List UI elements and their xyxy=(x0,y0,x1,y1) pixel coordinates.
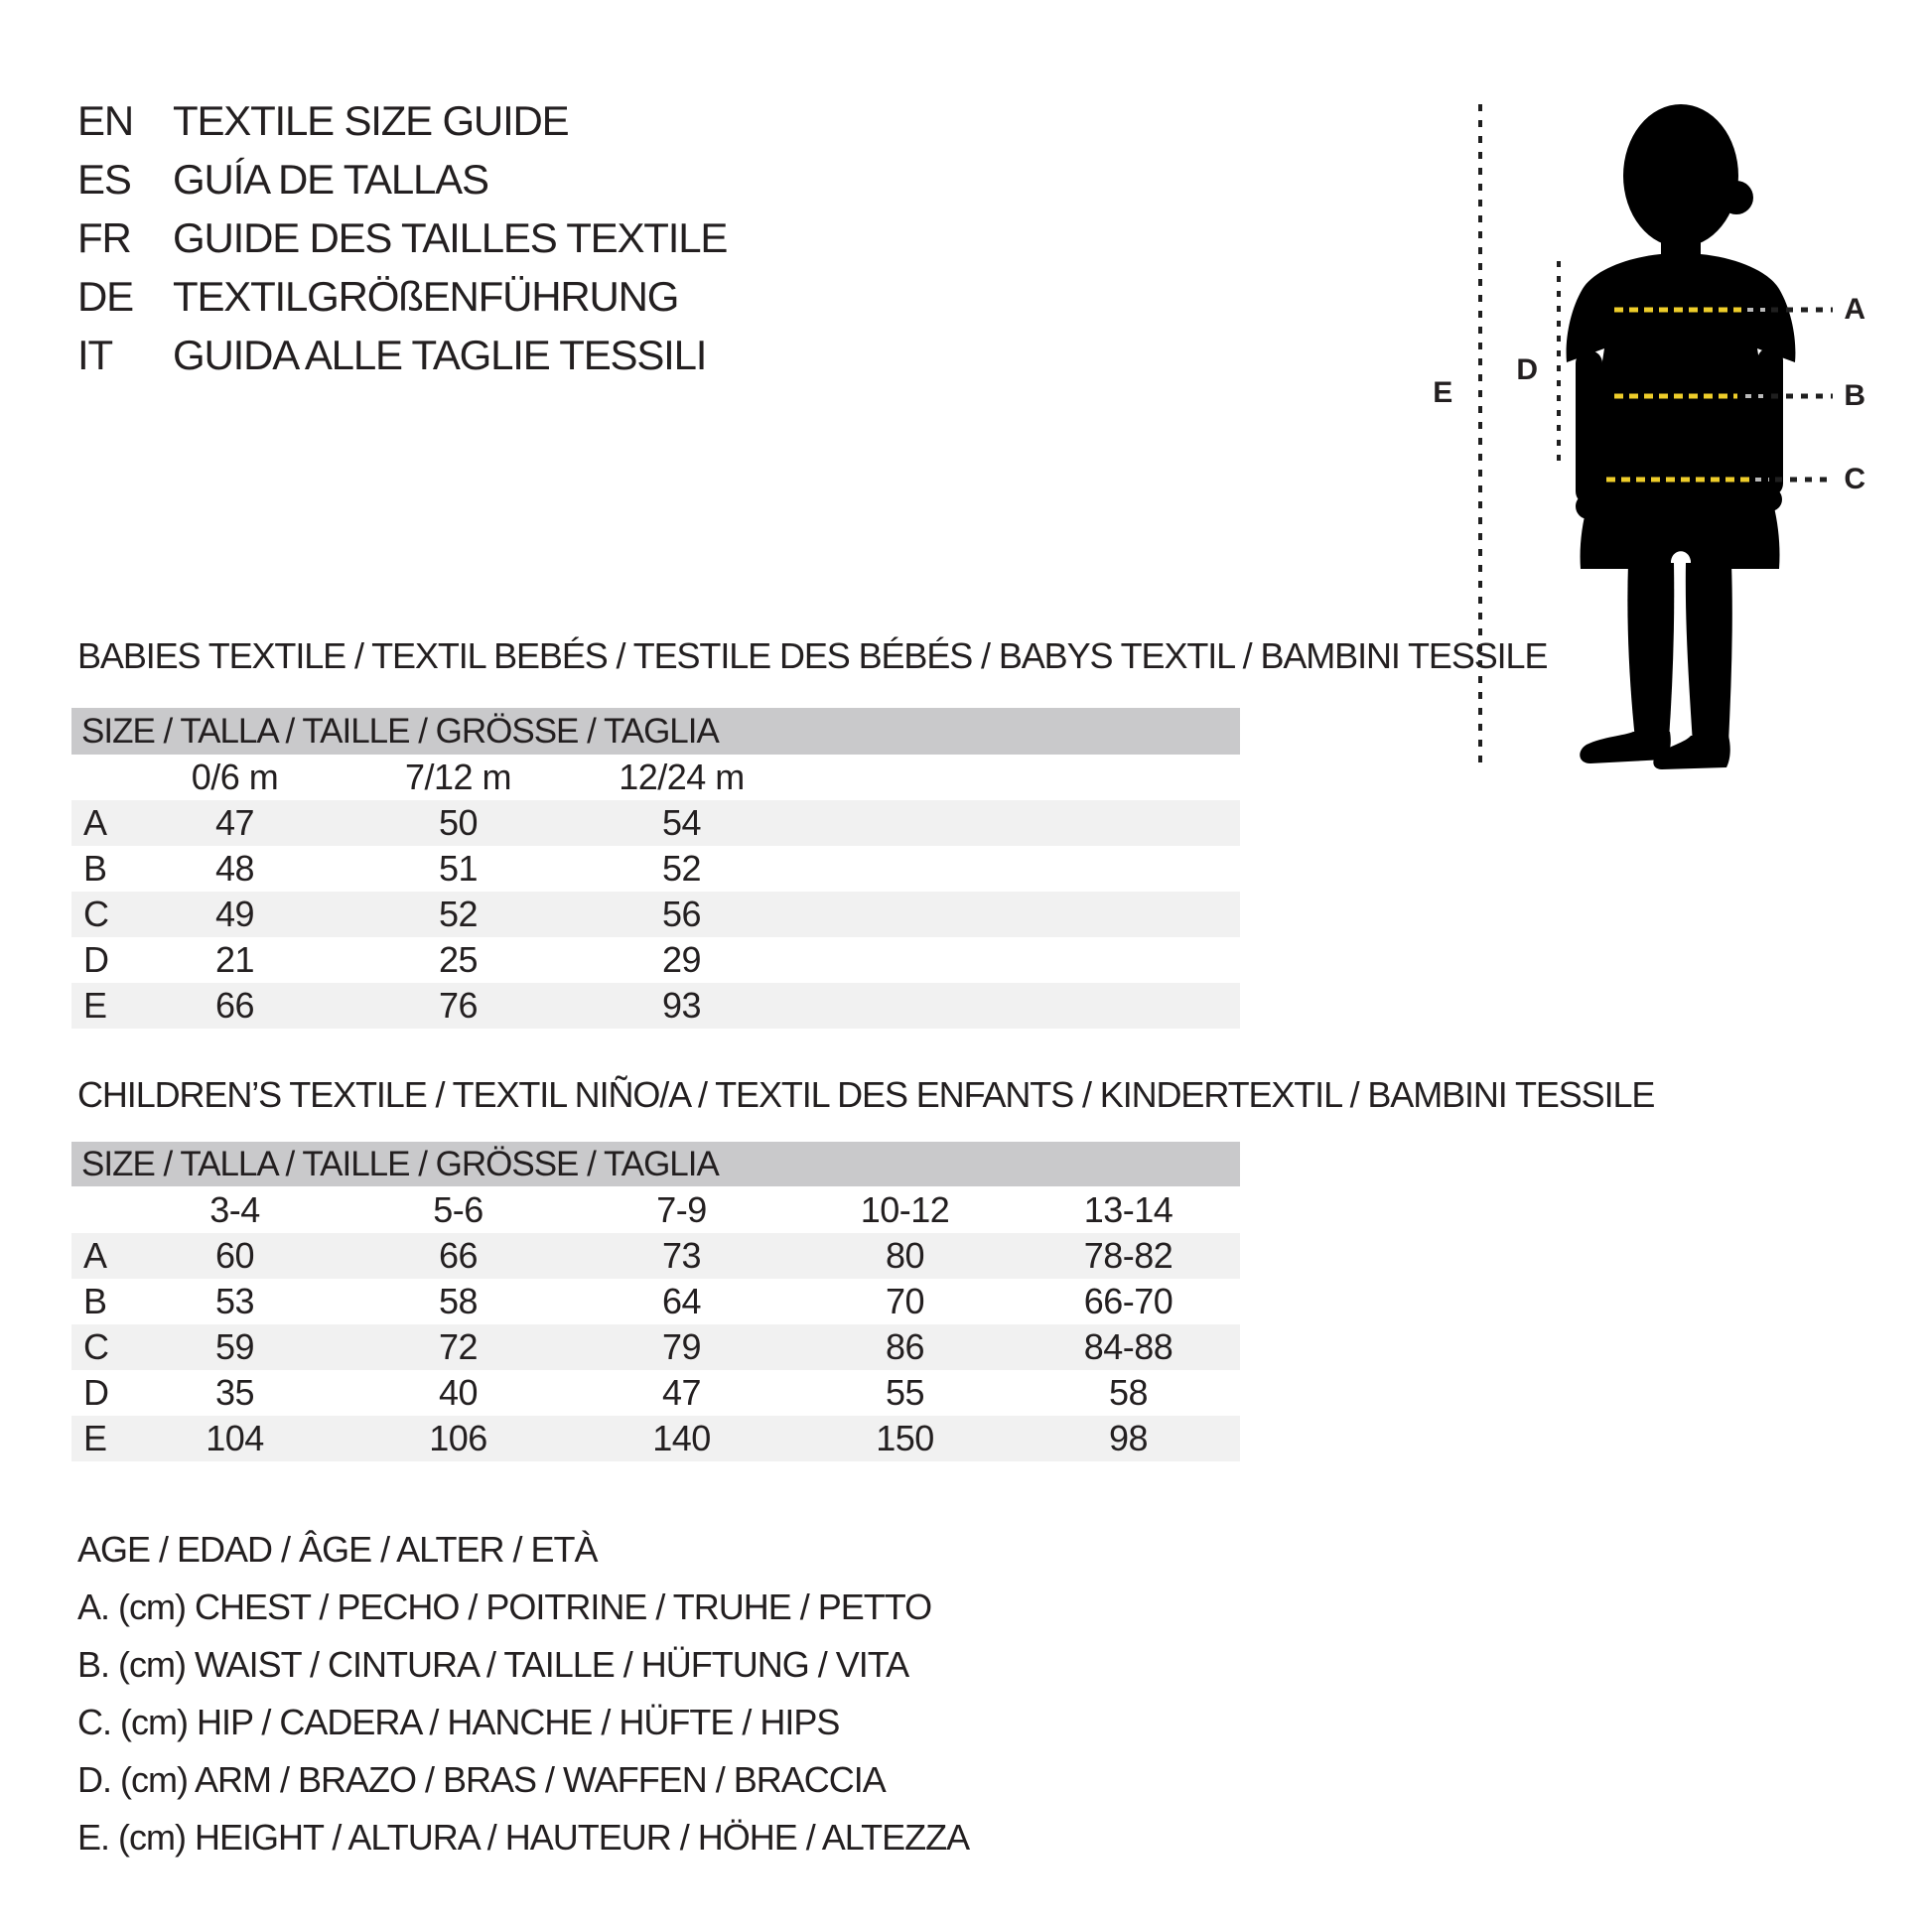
row-label: C xyxy=(83,1326,109,1367)
cell-value: 58 xyxy=(1108,1372,1149,1413)
row-label: C xyxy=(83,894,109,934)
child-silhouette-graphic xyxy=(1430,94,1926,789)
cell-value: 70 xyxy=(885,1281,925,1321)
row-label: A xyxy=(83,1235,107,1276)
legend-height: E. (cm) HEIGHT / ALTURA / HAUTEUR / HÖHE / ALTEZZA xyxy=(77,1817,970,1858)
children-table xyxy=(71,1142,1240,1461)
children-column-header-row xyxy=(71,1186,1240,1233)
lang-code-fr: FR xyxy=(77,214,131,261)
cell-value: 140 xyxy=(652,1418,711,1458)
children-col-1: 5-6 xyxy=(433,1188,483,1230)
children-col-2: 7-9 xyxy=(656,1188,707,1230)
cell-value: 60 xyxy=(214,1235,255,1276)
cell-value: 80 xyxy=(885,1235,925,1276)
table-row xyxy=(71,892,1240,937)
legend-arm: D. (cm) ARM / BRAZO / BRAS / WAFFEN / BRACCIA xyxy=(77,1759,886,1800)
cell-value: 25 xyxy=(438,939,479,980)
cell-value: 49 xyxy=(214,894,255,934)
cell-value: 47 xyxy=(661,1372,702,1413)
lang-title-en: TEXTILE SIZE GUIDE xyxy=(173,97,569,144)
cell-value: 55 xyxy=(885,1372,925,1413)
row-label: E xyxy=(83,985,107,1026)
cell-value: 79 xyxy=(661,1326,702,1367)
row-label: D xyxy=(83,1372,109,1413)
legend-chest: A. (cm) CHEST / PECHO / POITRINE / TRUHE / PETTO xyxy=(77,1587,932,1627)
child-silhouette xyxy=(1567,104,1796,769)
figure-label-e: E xyxy=(1433,376,1452,409)
lang-line-fr xyxy=(77,208,727,267)
children-col-4: 13-14 xyxy=(1083,1188,1173,1230)
lang-line-it xyxy=(77,326,727,384)
cell-value: 52 xyxy=(438,894,479,934)
table-row xyxy=(71,800,1240,846)
row-label: D xyxy=(83,939,109,980)
table-row xyxy=(71,1370,1240,1416)
lang-line-de xyxy=(77,267,727,326)
babies-column-header-row xyxy=(71,755,1240,800)
cell-value: 73 xyxy=(661,1235,702,1276)
babies-section-title: BABIES TEXTILE / TEXTIL BEBÉS / TESTILE DES BÉBÉS / BABYS TEXTIL / BAMBINI TESSILE xyxy=(77,635,1548,676)
cell-value: 93 xyxy=(661,985,702,1026)
table-row xyxy=(71,846,1240,892)
cell-value: 47 xyxy=(214,802,255,843)
children-size-header-bar: SIZE / TALLA / TAILLE / GRÖSSE / TAGLIA xyxy=(71,1142,1240,1186)
legend-waist: B. (cm) WAIST / CINTURA / TAILLE / HÜFTUNG / VITA xyxy=(77,1644,909,1685)
measurement-legend xyxy=(77,1521,969,1866)
lang-title-it: GUIDA ALLE TAGLIE TESSILI xyxy=(173,332,707,378)
cell-value: 72 xyxy=(438,1326,479,1367)
cell-value: 50 xyxy=(438,802,479,843)
cell-value: 86 xyxy=(885,1326,925,1367)
row-label: B xyxy=(83,848,107,889)
cell-value: 104 xyxy=(206,1418,264,1458)
row-label: B xyxy=(83,1281,107,1321)
children-col-3: 10-12 xyxy=(860,1188,950,1230)
figure-label-b: B xyxy=(1844,379,1865,412)
children-section-title: CHILDREN’S TEXTILE / TEXTIL NIÑO/A / TEXTIL DES ENFANTS / KINDERTEXTIL / BAMBINI TESSILE xyxy=(77,1074,1655,1115)
babies-size-header-bar: SIZE / TALLA / TAILLE / GRÖSSE / TAGLIA xyxy=(71,708,1240,755)
cell-value: 78-82 xyxy=(1083,1235,1173,1276)
cell-value: 54 xyxy=(661,802,702,843)
lang-title-de: TEXTILGRÖßENFÜHRUNG xyxy=(173,273,679,320)
row-label: E xyxy=(83,1418,107,1458)
table-row xyxy=(71,1279,1240,1324)
children-col-0: 3-4 xyxy=(209,1188,260,1230)
cell-value: 52 xyxy=(661,848,702,889)
table-row xyxy=(71,1416,1240,1461)
cell-value: 66 xyxy=(214,985,255,1026)
lang-code-en: EN xyxy=(77,97,133,144)
language-title-block xyxy=(77,91,727,384)
row-label: A xyxy=(83,802,107,843)
table-row xyxy=(71,1233,1240,1279)
lang-title-es: GUÍA DE TALLAS xyxy=(173,156,488,203)
babies-table xyxy=(71,708,1240,1029)
cell-value: 66-70 xyxy=(1083,1281,1173,1321)
lang-code-es: ES xyxy=(77,156,131,203)
cell-value: 48 xyxy=(214,848,255,889)
legend-age: AGE / EDAD / ÂGE / ALTER / ETÀ xyxy=(77,1529,598,1570)
lang-code-de: DE xyxy=(77,273,133,320)
cell-value: 106 xyxy=(429,1418,487,1458)
measurement-diagram xyxy=(1430,94,1926,789)
legend-hip: C. (cm) HIP / CADERA / HANCHE / HÜFTE / HIPS xyxy=(77,1702,840,1742)
figure-label-c: C xyxy=(1844,463,1865,495)
table-row xyxy=(71,983,1240,1029)
figure-label-a: A xyxy=(1844,293,1865,326)
cell-value: 35 xyxy=(214,1372,255,1413)
cell-value: 40 xyxy=(438,1372,479,1413)
cell-value: 66 xyxy=(438,1235,479,1276)
cell-value: 58 xyxy=(438,1281,479,1321)
cell-value: 53 xyxy=(214,1281,255,1321)
cell-value: 84-88 xyxy=(1083,1326,1173,1367)
cell-value: 51 xyxy=(438,848,479,889)
lang-line-es xyxy=(77,150,727,208)
lang-line-en xyxy=(77,91,727,150)
cell-value: 98 xyxy=(1108,1418,1149,1458)
babies-col-1: 7/12 m xyxy=(404,757,512,797)
cell-value: 21 xyxy=(214,939,255,980)
cell-value: 59 xyxy=(214,1326,255,1367)
cell-value: 56 xyxy=(661,894,702,934)
table-row xyxy=(71,1324,1240,1370)
cell-value: 64 xyxy=(661,1281,702,1321)
table-row xyxy=(71,937,1240,983)
lang-code-it: IT xyxy=(77,332,112,378)
lang-title-fr: GUIDE DES TAILLES TEXTILE xyxy=(173,214,728,261)
cell-value: 29 xyxy=(661,939,702,980)
cell-value: 150 xyxy=(876,1418,934,1458)
babies-col-0: 0/6 m xyxy=(191,757,279,797)
babies-col-2: 12/24 m xyxy=(619,757,745,797)
cell-value: 76 xyxy=(438,985,479,1026)
figure-label-d: D xyxy=(1516,353,1538,386)
